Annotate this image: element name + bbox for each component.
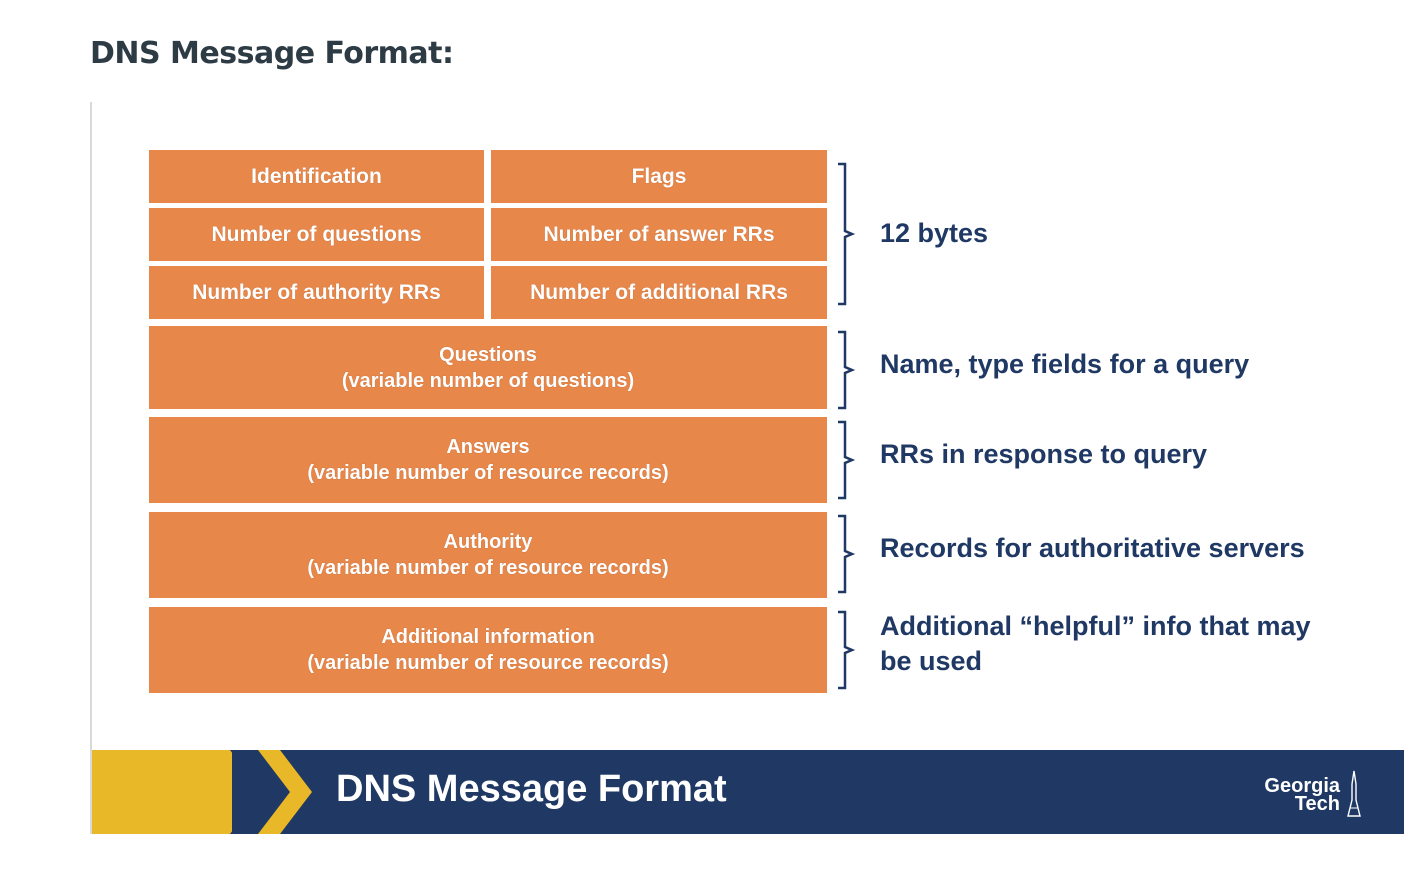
section-questions bbox=[149, 326, 827, 409]
chevron-arrow-icon bbox=[92, 750, 322, 834]
section-questions-detail: (variable number of questions) bbox=[341, 369, 635, 392]
brace-answers bbox=[837, 420, 859, 500]
banner-title: DNS Message Format bbox=[336, 768, 727, 810]
section-additional-title: Additional information bbox=[381, 626, 595, 648]
field-flags-label: Flags bbox=[631, 164, 687, 188]
annotation-additional-line1: Additional “helpful” info that may bbox=[880, 611, 1311, 641]
field-identification bbox=[149, 150, 484, 203]
section-authority-title: Authority bbox=[443, 531, 533, 553]
field-num-answer-rrs-label: Number of answer RRs bbox=[543, 222, 775, 246]
section-additional bbox=[149, 607, 827, 693]
tower-icon bbox=[1346, 770, 1362, 818]
annotation-authority: Records for authoritative servers bbox=[880, 533, 1305, 563]
annotation-questions: Name, type fields for a query bbox=[880, 349, 1250, 379]
field-num-additional-rrs bbox=[491, 266, 827, 319]
field-num-additional-rrs-label: Number of additional RRs bbox=[530, 280, 788, 304]
annotation-header-size: 12 bytes bbox=[880, 218, 989, 248]
annotation-answers: RRs in response to query bbox=[880, 439, 1208, 469]
georgia-tech-logo bbox=[1242, 770, 1362, 818]
brace-header bbox=[837, 162, 859, 306]
annotation-additional-line2: be used bbox=[880, 646, 983, 676]
section-answers bbox=[149, 417, 827, 503]
field-num-answer-rrs bbox=[491, 208, 827, 261]
field-num-questions bbox=[149, 208, 484, 261]
slide-banner bbox=[92, 750, 1404, 834]
section-answers-title: Answers bbox=[446, 436, 530, 458]
logo-line-georgia: Georgia bbox=[1264, 775, 1340, 797]
brace-additional bbox=[837, 610, 859, 690]
field-flags bbox=[491, 150, 827, 203]
section-authority-detail: (variable number of resource records) bbox=[307, 557, 669, 579]
page-title: DNS Message Format: bbox=[90, 36, 454, 71]
field-identification-label: Identification bbox=[251, 164, 382, 188]
slide-image bbox=[90, 102, 1404, 834]
logo-line-tech: Tech bbox=[1294, 793, 1340, 815]
field-num-questions-label: Number of questions bbox=[211, 222, 422, 246]
section-authority bbox=[149, 512, 827, 598]
brace-questions bbox=[837, 330, 859, 410]
section-additional-detail: (variable number of resource records) bbox=[307, 652, 669, 674]
section-questions-title: Questions bbox=[439, 343, 537, 366]
annotation-additional bbox=[880, 609, 1310, 679]
field-num-authority-rrs-label: Number of authority RRs bbox=[192, 280, 441, 304]
field-num-authority-rrs bbox=[149, 266, 484, 319]
brace-authority bbox=[837, 514, 859, 594]
section-answers-detail: (variable number of resource records) bbox=[307, 462, 669, 484]
